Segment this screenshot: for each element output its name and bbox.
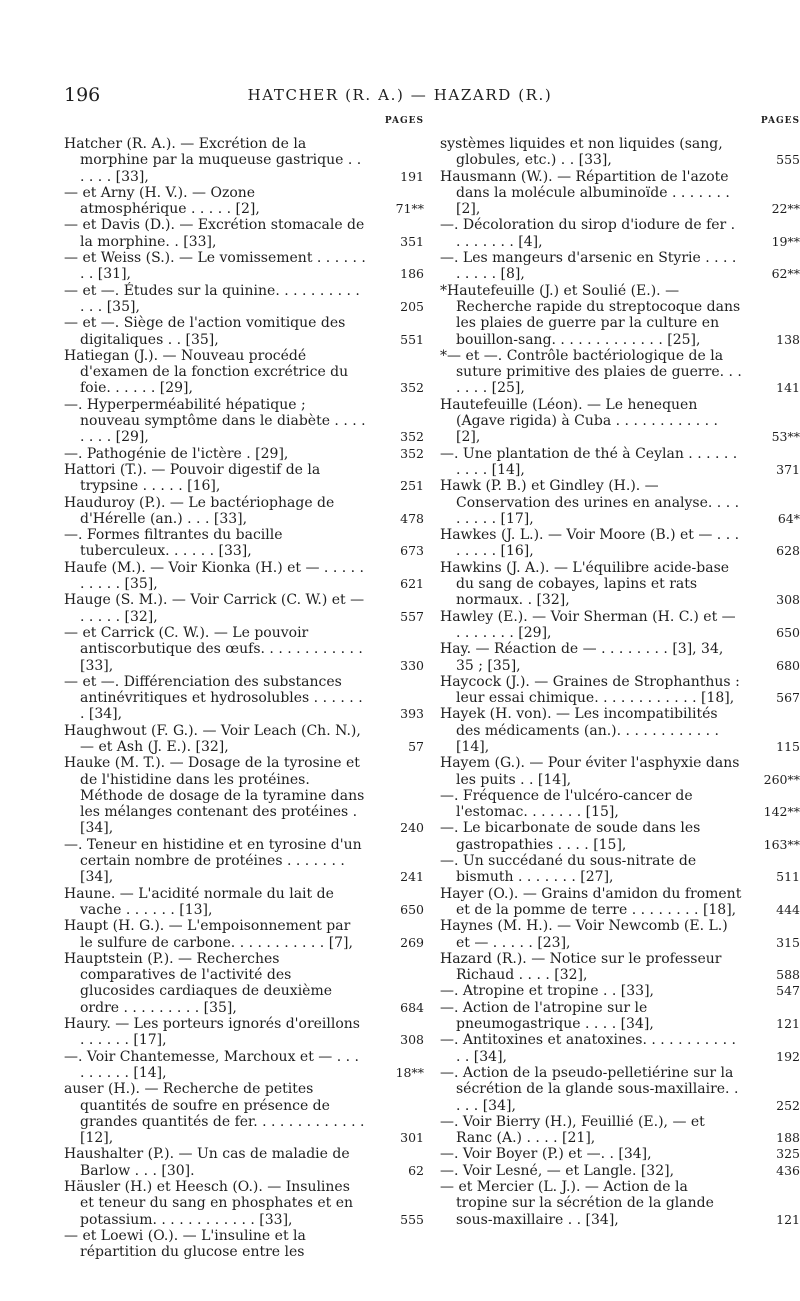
entry-page: 352 — [400, 429, 424, 445]
index-entry — [440, 886, 800, 919]
entry-text: —. Action de l'atropine sur le pneumogastrique . . . . [34], — [440, 999, 654, 1033]
entry-page: 308 — [776, 592, 800, 608]
entry-text: Hayek (H. von). — Les incompatibilités des médicaments (an.). . . . . . . . . . . . [14], — [440, 706, 719, 755]
index-entry — [440, 788, 800, 821]
entry-page: 315 — [776, 934, 800, 950]
entry-page: 64* — [777, 510, 800, 526]
entry-page: 115 — [776, 738, 800, 754]
entry-text: Haycock (J.). — Graines de Strophanthus : leur essai chimique. . . . . . . . . . . . [18], — [440, 673, 740, 707]
entry-page: 351 — [400, 233, 424, 249]
running-title: HATCHER (R. A.) — HAZARD (R.) — [247, 86, 553, 104]
index-entry — [64, 217, 424, 250]
entry-text: Haury. — Les porteurs ignorés d'oreillons . . . . . . [17], — [64, 1016, 360, 1049]
index-entry — [64, 1179, 424, 1228]
index-entry — [440, 217, 800, 250]
index-entry — [440, 853, 800, 886]
entry-page: 62 — [408, 1162, 424, 1178]
entry-text: —. Voir Chantemesse, Marchoux et — . . . . . . . . . [14], — [64, 1048, 359, 1081]
entry-page: 557 — [400, 608, 424, 624]
index-entry — [440, 609, 800, 642]
entry-list — [64, 136, 424, 1260]
entry-page: 22** — [771, 201, 800, 217]
entry-page: 436 — [776, 1162, 800, 1178]
entry-page: 18** — [395, 1064, 424, 1080]
entry-text: systèmes liquides et non liquides (sang, globules, etc.) . . [33], — [440, 136, 723, 169]
entry-text: Haupt (H. G.). — L'empoisonnement par le sulfure de carbone. . . . . . . . . . . [7], — [64, 918, 353, 951]
entry-text: —. Voir Lesné, — et Langle. [32], — [440, 1162, 675, 1179]
entry-text: — et —. Études sur la quinine. . . . . . . . . . . . . [35], — [64, 282, 360, 315]
entry-page: 325 — [776, 1146, 800, 1162]
entry-text: Hauptstein (P.). — Recherches comparatives de l'activité des glucosides cardiaques de deuxième ordre . . . . . . . . . [35], — [64, 950, 333, 1016]
entry-page: 352 — [400, 380, 424, 396]
entry-text: *Hautefeuille (J.) et Soulié (E.). — Recherche rapide du streptocoque dans les plaies de guerre par la culture en bouillon-sang. . . . . . . . . . . . . [25], — [440, 282, 741, 348]
entry-page: 628 — [776, 543, 800, 559]
entry-text: — et Carrick (C. W.). — Le pouvoir antiscorbutique des œufs. . . . . . . . . . . . [33], — [64, 624, 363, 674]
entry-list — [440, 136, 800, 1228]
entry-page: 141 — [776, 380, 800, 396]
entry-page: 555 — [400, 1211, 424, 1227]
index-entry — [440, 1114, 800, 1147]
index-entry — [64, 185, 424, 218]
entry-text: auser (H.). — Recherche de petites quantités de soufre en présence de grandes quantités de fer. . . . . . . . . . . . . [12], — [64, 1081, 365, 1147]
index-entry — [440, 169, 800, 218]
entry-page: 71** — [395, 201, 424, 217]
entry-page: 478 — [400, 510, 424, 526]
entry-text: — et —. Différenciation des substances antinévritiques et hydrosolubles . . . . . . . [34], — [64, 673, 363, 723]
entry-text: Hatcher (R. A.). — Excrétion de la morphine par la muqueuse gastrique . . . . . . [33], — [64, 136, 362, 185]
entry-page: 186 — [400, 266, 424, 282]
index-entry — [64, 348, 424, 397]
index-entry — [440, 1000, 800, 1033]
entry-page: 444 — [776, 901, 800, 917]
page-header — [0, 84, 800, 114]
entry-page: 650 — [776, 624, 800, 640]
entry-page: 53** — [771, 429, 800, 445]
entry-page: 393 — [400, 706, 424, 722]
index-entry — [64, 723, 424, 756]
entry-text: — et Davis (D.). — Excrétion stomacale de la morphine. . [33], — [64, 217, 365, 250]
entry-text: —. Antitoxines et anatoxines. . . . . . . . . . . . . [34], — [440, 1032, 736, 1065]
index-entry — [440, 348, 800, 397]
index-entry — [64, 495, 424, 528]
index-entry — [64, 1049, 424, 1082]
entry-text: Hazard (R.). — Notice sur le professeur Richaud . . . . [32], — [440, 950, 722, 984]
entry-page: 621 — [400, 576, 424, 592]
entry-page: 551 — [400, 331, 424, 347]
entry-text: —. Voir Bierry (H.), Feuillié (E.), — et Ranc (A.) . . . . [21], — [440, 1113, 705, 1147]
index-entry — [64, 918, 424, 951]
index-entry — [64, 527, 424, 560]
entry-text: Hauduroy (P.). — Le bactériophage de d'Hérelle (an.) . . . [33], — [64, 494, 335, 527]
index-entry — [440, 951, 800, 984]
index-entry — [64, 446, 424, 462]
entry-page: 163** — [763, 836, 800, 852]
entry-page: 684 — [400, 999, 424, 1015]
entry-page: 241 — [400, 869, 424, 885]
index-entry — [64, 625, 424, 674]
entry-text: —. Le bicarbonate de soude dans les gastropathies . . . . [15], — [440, 820, 701, 853]
entry-text: —. Un succédané du sous-nitrate de bismuth . . . . . . . [27], — [440, 853, 697, 886]
entry-text: Hawk (P. B.) et Gindley (H.). — Conservation des urines en analyse. . . . . . . . . [17], — [440, 478, 740, 527]
entry-page: 301 — [400, 1130, 424, 1146]
index-entry — [440, 250, 800, 283]
index-entry — [440, 283, 800, 348]
entry-text: Hautefeuille (Léon). — Le henequen (Agave rigida) à Cuba . . . . . . . . . . . . [2], — [440, 396, 718, 446]
pages-column-label: PAGES — [760, 116, 800, 126]
entry-page: 19** — [771, 233, 800, 249]
entry-text: Hauke (M. T.). — Dosage de la tyrosine et de l'histidine dans les protéines. Méthode de dosage de la tyramine dans les mélanges contenant des protéines . [34], — [64, 755, 365, 837]
entry-text: — et Loewi (O.). — L'insuline et la répartition du glucose entre les — [64, 1227, 306, 1261]
entry-text: — et —. Siège de l'action vomitique des digitaliques . . [35], — [64, 315, 346, 348]
entry-text: Hayem (G.). — Pour éviter l'asphyxie dans les puits . . [14], — [440, 755, 740, 788]
index-entry — [440, 560, 800, 609]
index-entry — [64, 951, 424, 1016]
entry-text: —. Les mangeurs d'arsenic en Styrie . . . . . . . . . [8], — [440, 250, 737, 283]
entry-text: Häusler (H.) et Heesch (O.). — Insulines et teneur du sang en phosphates et en potassium. . . . . . . . . . . . [33], — [64, 1179, 353, 1228]
right-column — [440, 116, 800, 1228]
entry-page: 188 — [776, 1130, 800, 1146]
entry-page: 352 — [400, 445, 424, 461]
entry-text: Haughwout (F. G.). — Voir Leach (Ch. N.), — et Ash (J. E.). [32], — [64, 722, 361, 755]
entry-text: *— et —. Contrôle bactériologique de la suture primitive des plaies de guerre. . . . . . . [25], — [440, 347, 742, 397]
entry-page: 330 — [400, 657, 424, 673]
entry-text: Hattori (T.). — Pouvoir digestif de la trypsine . . . . . [16], — [64, 461, 321, 495]
entry-page: 192 — [776, 1048, 800, 1064]
index-entry — [440, 136, 800, 169]
entry-text: Haynes (M. H.). — Voir Newcomb (E. L.) et — . . . . . [23], — [440, 918, 728, 951]
index-entry — [64, 1081, 424, 1146]
index-entry — [64, 1016, 424, 1049]
index-entry — [440, 1163, 800, 1179]
index-entry — [64, 1228, 424, 1261]
entry-text: Hawkes (J. L.). — Voir Moore (B.) et — . . . . . . . . [16], — [440, 527, 740, 560]
entry-text: Haune. — L'acidité normale du lait de vache . . . . . . [13], — [64, 885, 334, 918]
entry-text: Haushalter (P.). — Un cas de maladie de Barlow . . . [30]. — [64, 1146, 350, 1179]
index-entry — [440, 397, 800, 446]
index-entry — [440, 641, 800, 674]
index-entry — [64, 674, 424, 723]
entry-text: Hatiegan (J.). — Nouveau procédé d'examen de la fonction excrétrice du foie. . . . . . [29], — [64, 347, 349, 397]
index-entry — [440, 1065, 800, 1114]
page-number: 196 — [64, 84, 101, 106]
entry-text: Hay. — Réaction de — . . . . . . . . [3], 34, 35 ; [35], — [440, 641, 724, 674]
index-entry — [440, 755, 800, 788]
entry-page: 650 — [400, 901, 424, 917]
entry-page: 62** — [771, 266, 800, 282]
entry-text: —. Voir Boyer (P.) et —. . [34], — [440, 1146, 652, 1163]
entry-text: Haufe (M.). — Voir Kionka (H.) et — . . . . . . . . . . [35], — [64, 559, 364, 593]
index-entry — [64, 315, 424, 348]
entry-text: —. Atropine et tropine . . [33], — [440, 983, 654, 1000]
index-entry — [440, 674, 800, 707]
index-entry — [440, 1179, 800, 1228]
entry-text: —. Hyperperméabilité hépatique ; nouveau symptôme dans le diabète . . . . . . . . [29], — [64, 396, 366, 446]
index-entry — [64, 886, 424, 919]
index-entry — [440, 983, 800, 999]
entry-page: 260** — [763, 771, 800, 787]
left-column — [64, 116, 424, 1260]
index-entry — [64, 283, 424, 316]
entry-text: Hauge (S. M.). — Voir Carrick (C. W.) et — . . . . . [32], — [64, 592, 365, 625]
entry-text: —. Pathogénie de l'ictère . [29], — [64, 445, 289, 462]
index-entry — [440, 446, 800, 479]
entry-text: —. Fréquence de l'ulcéro-cancer de l'estomac. . . . . . . [15], — [440, 787, 693, 821]
index-entry — [440, 527, 800, 560]
entry-page: 121 — [776, 1016, 800, 1032]
pages-column-label: PAGES — [384, 116, 424, 126]
entry-page: 251 — [400, 478, 424, 494]
entry-page: 191 — [400, 168, 424, 184]
entry-text: Hawley (E.). — Voir Sherman (H. C.) et — . . . . . . . [29], — [440, 608, 736, 641]
entry-page: 511 — [776, 869, 800, 885]
index-entry — [440, 1032, 800, 1065]
entry-text: —. Formes filtrantes du bacille tuberculeux. . . . . . [33], — [64, 527, 283, 560]
index-entry — [440, 478, 800, 527]
entry-page: 680 — [776, 657, 800, 673]
index-entry — [64, 462, 424, 495]
entry-text: Hayer (O.). — Grains d'amidon du froment et de la pomme de terre . . . . . . . . [18], — [440, 885, 742, 918]
entry-text: —. Teneur en histidine et en tyrosine d'un certain nombre de protéines . . . . . . . [34], — [64, 836, 362, 886]
index-entry — [64, 250, 424, 283]
index-entry — [64, 560, 424, 593]
entry-page: 57 — [408, 738, 424, 754]
entry-page: 269 — [400, 934, 424, 950]
entry-page: 252 — [776, 1097, 800, 1113]
index-entry — [64, 397, 424, 446]
entry-text: —. Une plantation de thé à Ceylan . . . . . . . . . . [14], — [440, 445, 738, 478]
entry-text: — et Mercier (L. J.). — Action de la tropine sur la sécrétion de la glande sous-maxillaire . . [34], — [440, 1179, 714, 1228]
entry-page: 138 — [776, 331, 800, 347]
entry-page: 567 — [776, 690, 800, 706]
entry-page: 205 — [400, 298, 424, 314]
entry-page: 121 — [776, 1211, 800, 1227]
index-entry — [64, 1146, 424, 1179]
index-entry — [440, 1146, 800, 1162]
index-entry — [64, 755, 424, 836]
index-entry — [64, 837, 424, 886]
entry-page: 673 — [400, 543, 424, 559]
entry-text: Hawkins (J. A.). — L'équilibre acide-base du sang de cobayes, lapins et rats normaux. . [32], — [440, 559, 730, 609]
index-entry — [440, 706, 800, 755]
entry-text: —. Décoloration du sirop d'iodure de fer . . . . . . . . [4], — [440, 217, 736, 250]
entry-page: 588 — [776, 967, 800, 983]
index-entry — [440, 820, 800, 853]
entry-text: — et Weiss (S.). — Le vomissement . . . . . . . . [31], — [64, 250, 366, 283]
index-entry — [64, 592, 424, 625]
entry-page: 371 — [776, 461, 800, 477]
entry-page: 308 — [400, 1032, 424, 1048]
entry-page: 555 — [776, 152, 800, 168]
index-entry — [64, 136, 424, 185]
entry-text: Hausmann (W.). — Répartition de l'azote dans la molécule albuminoïde . . . . . . . [2], — [440, 168, 730, 218]
entry-page: 142** — [763, 804, 800, 820]
entry-text: — et Arny (H. V.). — Ozone atmosphérique . . . . . [2], — [64, 184, 260, 218]
index-entry — [440, 918, 800, 951]
entry-page: 240 — [400, 820, 424, 836]
entry-text: —. Action de la pseudo-pelletiérine sur la sécrétion de la glande sous-maxillaire. . . . . [34], — [440, 1064, 739, 1114]
entry-page: 547 — [776, 983, 800, 999]
